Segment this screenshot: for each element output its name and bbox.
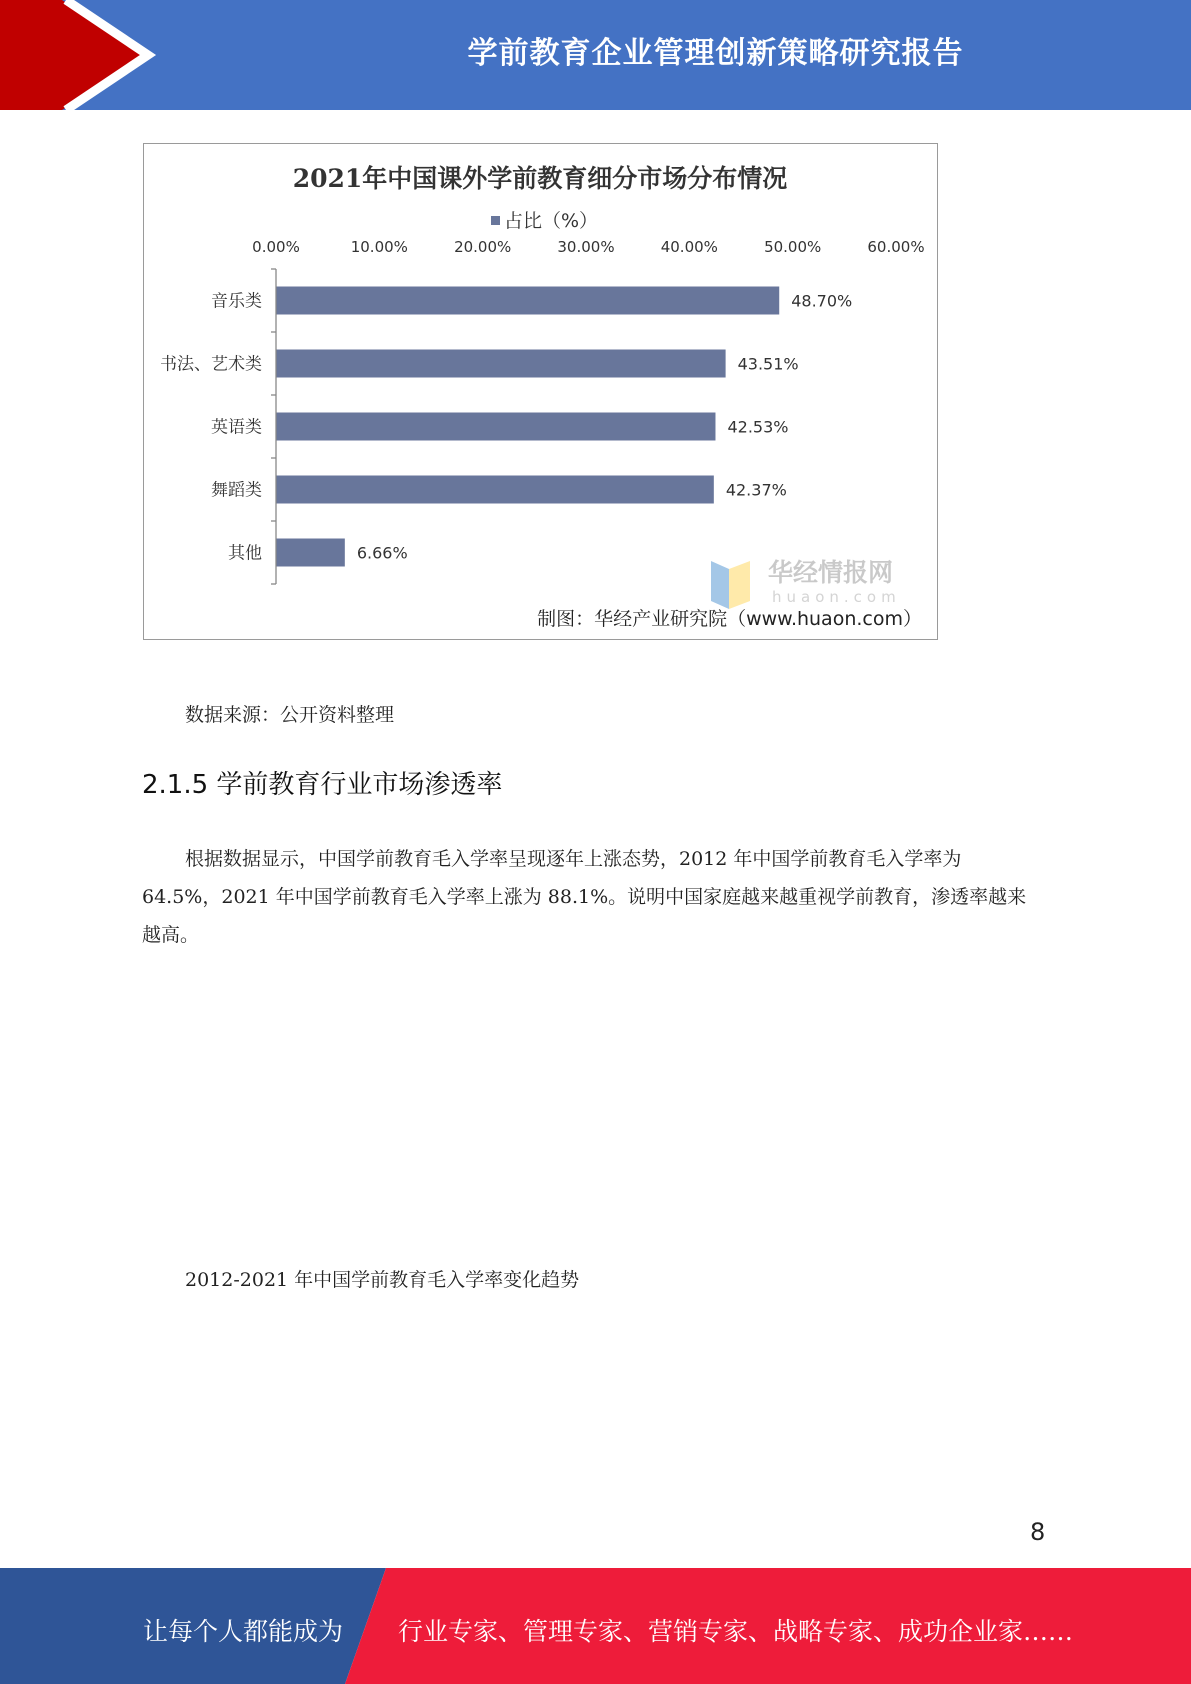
page-number: 8 [1030,1518,1046,1546]
bar [276,476,714,504]
bar [276,413,715,441]
data-label: 43.51% [737,354,799,374]
x-tick-label: 0.00% [252,238,300,256]
footer-slogan: 让每个人都能成为 [143,1617,344,1646]
chart-svg [144,144,937,639]
page-footer [0,1568,1191,1684]
x-tick-label: 50.00% [764,238,822,256]
x-tick-label: 60.00% [867,238,925,256]
x-tick-label: 40.00% [660,238,718,256]
legend-label: 占比（%） [504,210,599,232]
x-tick-label: 30.00% [557,238,615,256]
figure-caption: 2012-2021 年中国学前教育毛入学率变化趋势 [185,1269,580,1291]
section-heading: 2.1.5 学前教育行业市场渗透率 [142,770,503,800]
legend-swatch [491,216,500,225]
category-label: 其他 [228,543,262,564]
category-label: 英语类 [211,417,262,438]
bar [276,287,779,315]
data-label: 48.70% [791,291,853,311]
category-label: 音乐类 [211,291,262,312]
x-tick-label: 20.00% [454,238,512,256]
chart-credit: 制图：华经产业研究院（www.huaon.com） [537,608,922,630]
page-header [0,0,1191,110]
data-label: 42.37% [725,480,787,500]
category-label: 书法、艺术类 [160,354,262,375]
body-paragraph: 根据数据显示，中国学前教育毛入学率呈现逐年上涨态势，2012 年中国学前教育毛入学率为 64.5%，2021 年中国学前教育毛入学率上涨为 88.1%。说明中国家庭越来越重视学前教育，渗透率越来越高。 [142,848,1027,946]
category-label: 舞蹈类 [211,480,262,501]
bar-chart [143,143,938,640]
data-label: 6.66% [356,543,408,563]
footer-roles: 行业专家、管理专家、营销专家、战略专家、成功企业家…… [398,1617,1074,1646]
data-label: 42.53% [727,417,789,437]
data-source-note: 数据来源：公开资料整理 [185,704,395,726]
watermark-subtext: huaon.com [772,588,901,606]
x-tick-label: 10.00% [350,238,408,256]
watermark-text: 华经情报网 [768,558,894,587]
bar [276,350,726,378]
header-title: 学前教育企业管理创新策略研究报告 [467,36,964,71]
bar [276,539,345,567]
chart-title: 2021年中国课外学前教育细分市场分布情况 [292,164,788,193]
watermark-logo [711,561,750,609]
